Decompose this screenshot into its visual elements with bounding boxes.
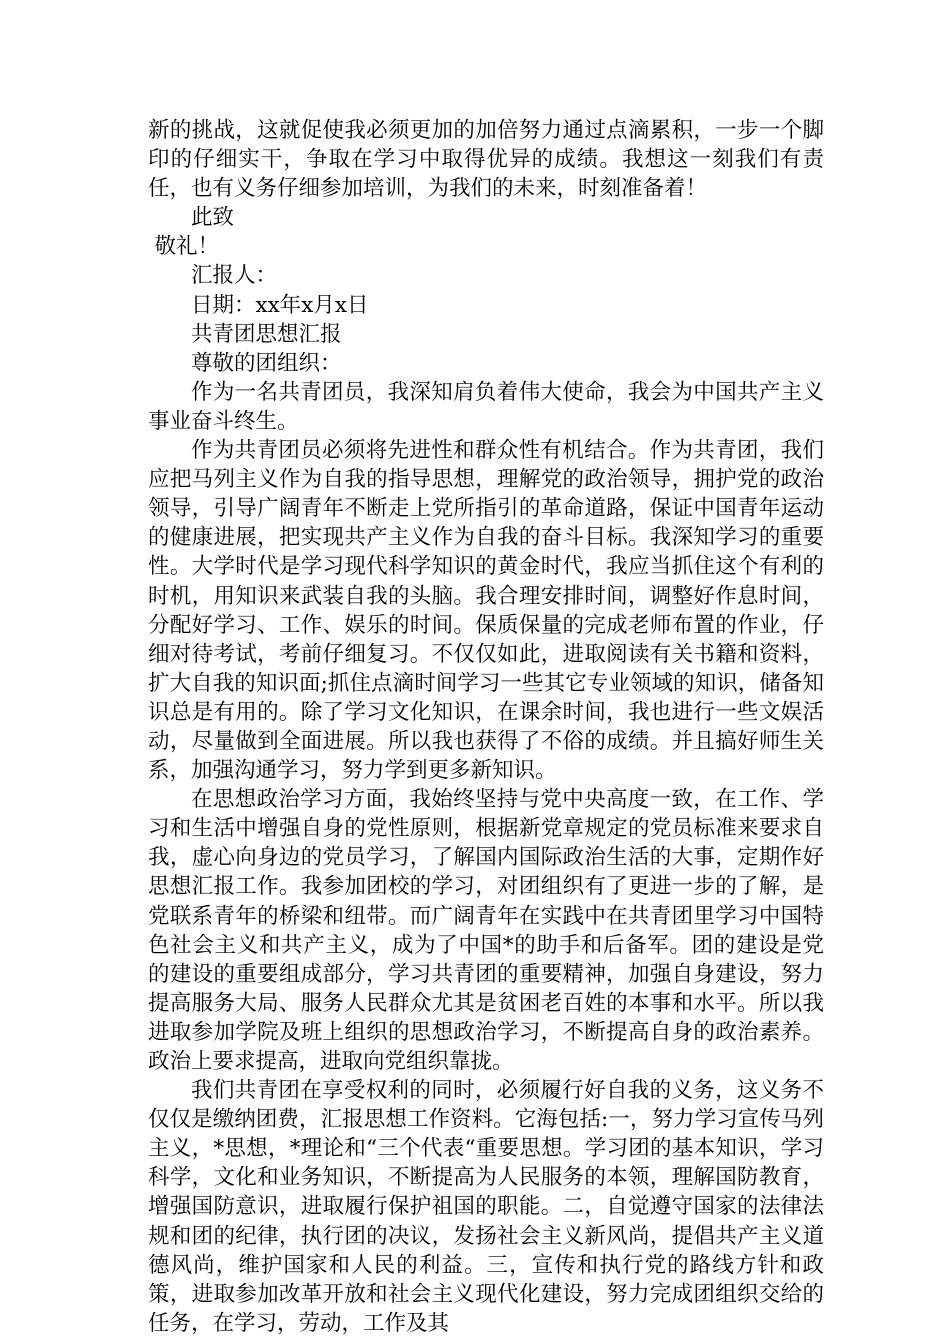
salutation-cizhi: 此致 (191, 205, 235, 231)
paragraph-obligations: 我们共青团在享受权利的同时，必须履行好自我的义务，这义务不仅仅是缴纳团费，汇报思想工作资料。它海包括:一，努力学习宣传马列主义，*思想，*理论和“三个代表“重要思想。学习团的基本知识，学习科学，文化和业务知识，不断提高为人民服务的本领，理解国防教育，增强国防意识，进取履行保护祖国的职能。二，自觉遵守国家的法律法规和团的纪律，执行团的决议，发扬社会主义新风尚，提倡共产主义道德风尚，维护国家和人民的利益。三，宣传和执行党的路线方针和政策，进取参加改革开放和社会主义现代化建设，努力完成团组织交给的任务，在学习，劳动，工作及其 (148, 1078, 824, 1336)
document-body (148, 116, 824, 1338)
reporter-line: 汇报人： (191, 263, 278, 289)
paragraph-closing-continuation: 新的挑战，这就促使我必须更加的加倍努力通过点滴累积，一步一个脚印的仔细实干，争取在学习中取得优异的成绩。我想这一刻我们有责任，也有义务仔细参加培训，为我们的未来，时刻准备着！ (148, 118, 824, 202)
paragraph-study: 作为共青团员必须将先进性和群众性有机结合。作为共青团，我们应把马列主义作为自我的指导思想，理解党的政治领导，拥护党的政治领导，引导广阔青年不断走上党所指引的革命道路，保证中国青年运动的健康进展，把实现共产主义作为自我的奋斗目标。我深知学习的重要性。大学时代是学习现代科学知识的黄金时代，我应当抓住这个有利的时机，用知识来武装自我的头脑。我合理安排时间，调整好作息时间，分配好学习、工作、娱乐的时间。保质保量的完成老师布置的作业，仔细对待考试，考前仔细复习。不仅仅如此，进取阅读有关书籍和资料，扩大自我的知识面;抓住点滴时间学习一些其它专业领域的知识，储备知识总是有用的。除了学习文化知识，在课余时间，我也进行一些文娱活动，尽量做到全面进展。所以我也获得了不俗的成绩。并且搞好师生关系，加强沟通学习，努力学到更多新知识。 (148, 438, 824, 784)
report-title: 共青团思想汇报 (191, 321, 342, 347)
paragraph-intro: 作为一名共青团员，我深知肩负着伟大使命，我会为中国共产主义事业奋斗终生。 (148, 379, 824, 434)
paragraph-political-study: 在思想政治学习方面，我始终坚持与党中央高度一致，在工作、学习和生活中增强自身的党性原则，根据新党章规定的党员标准来要求自我，虚心向身边的党员学习，了解国内国际政治生活的大事，定期作好思想汇报工作。我参加团校的学习，对团组织有了更进一步的了解，是党联系青年的桥梁和纽带。而广阔青年在实践中在共青团里学习中国特色社会主义和共产主义，成为了中国*的助手和后备军。团的建设是党的建设的重要组成部分，学习共青团的重要精神，加强自身建设，努力提高服务大局、服务人民群众尤其是贫困老百姓的本事和水平。所以我进取参加学院及班上组织的思想政治学习，不断提高自身的政治素养。政治上要求提高，进取向党组织靠拢。 (148, 787, 824, 1074)
salutation-jingli: 敬礼！ (154, 234, 219, 260)
greeting-line: 尊敬的团组织： (191, 350, 342, 376)
date-line: 日期：xx年x月x日 (191, 292, 369, 318)
